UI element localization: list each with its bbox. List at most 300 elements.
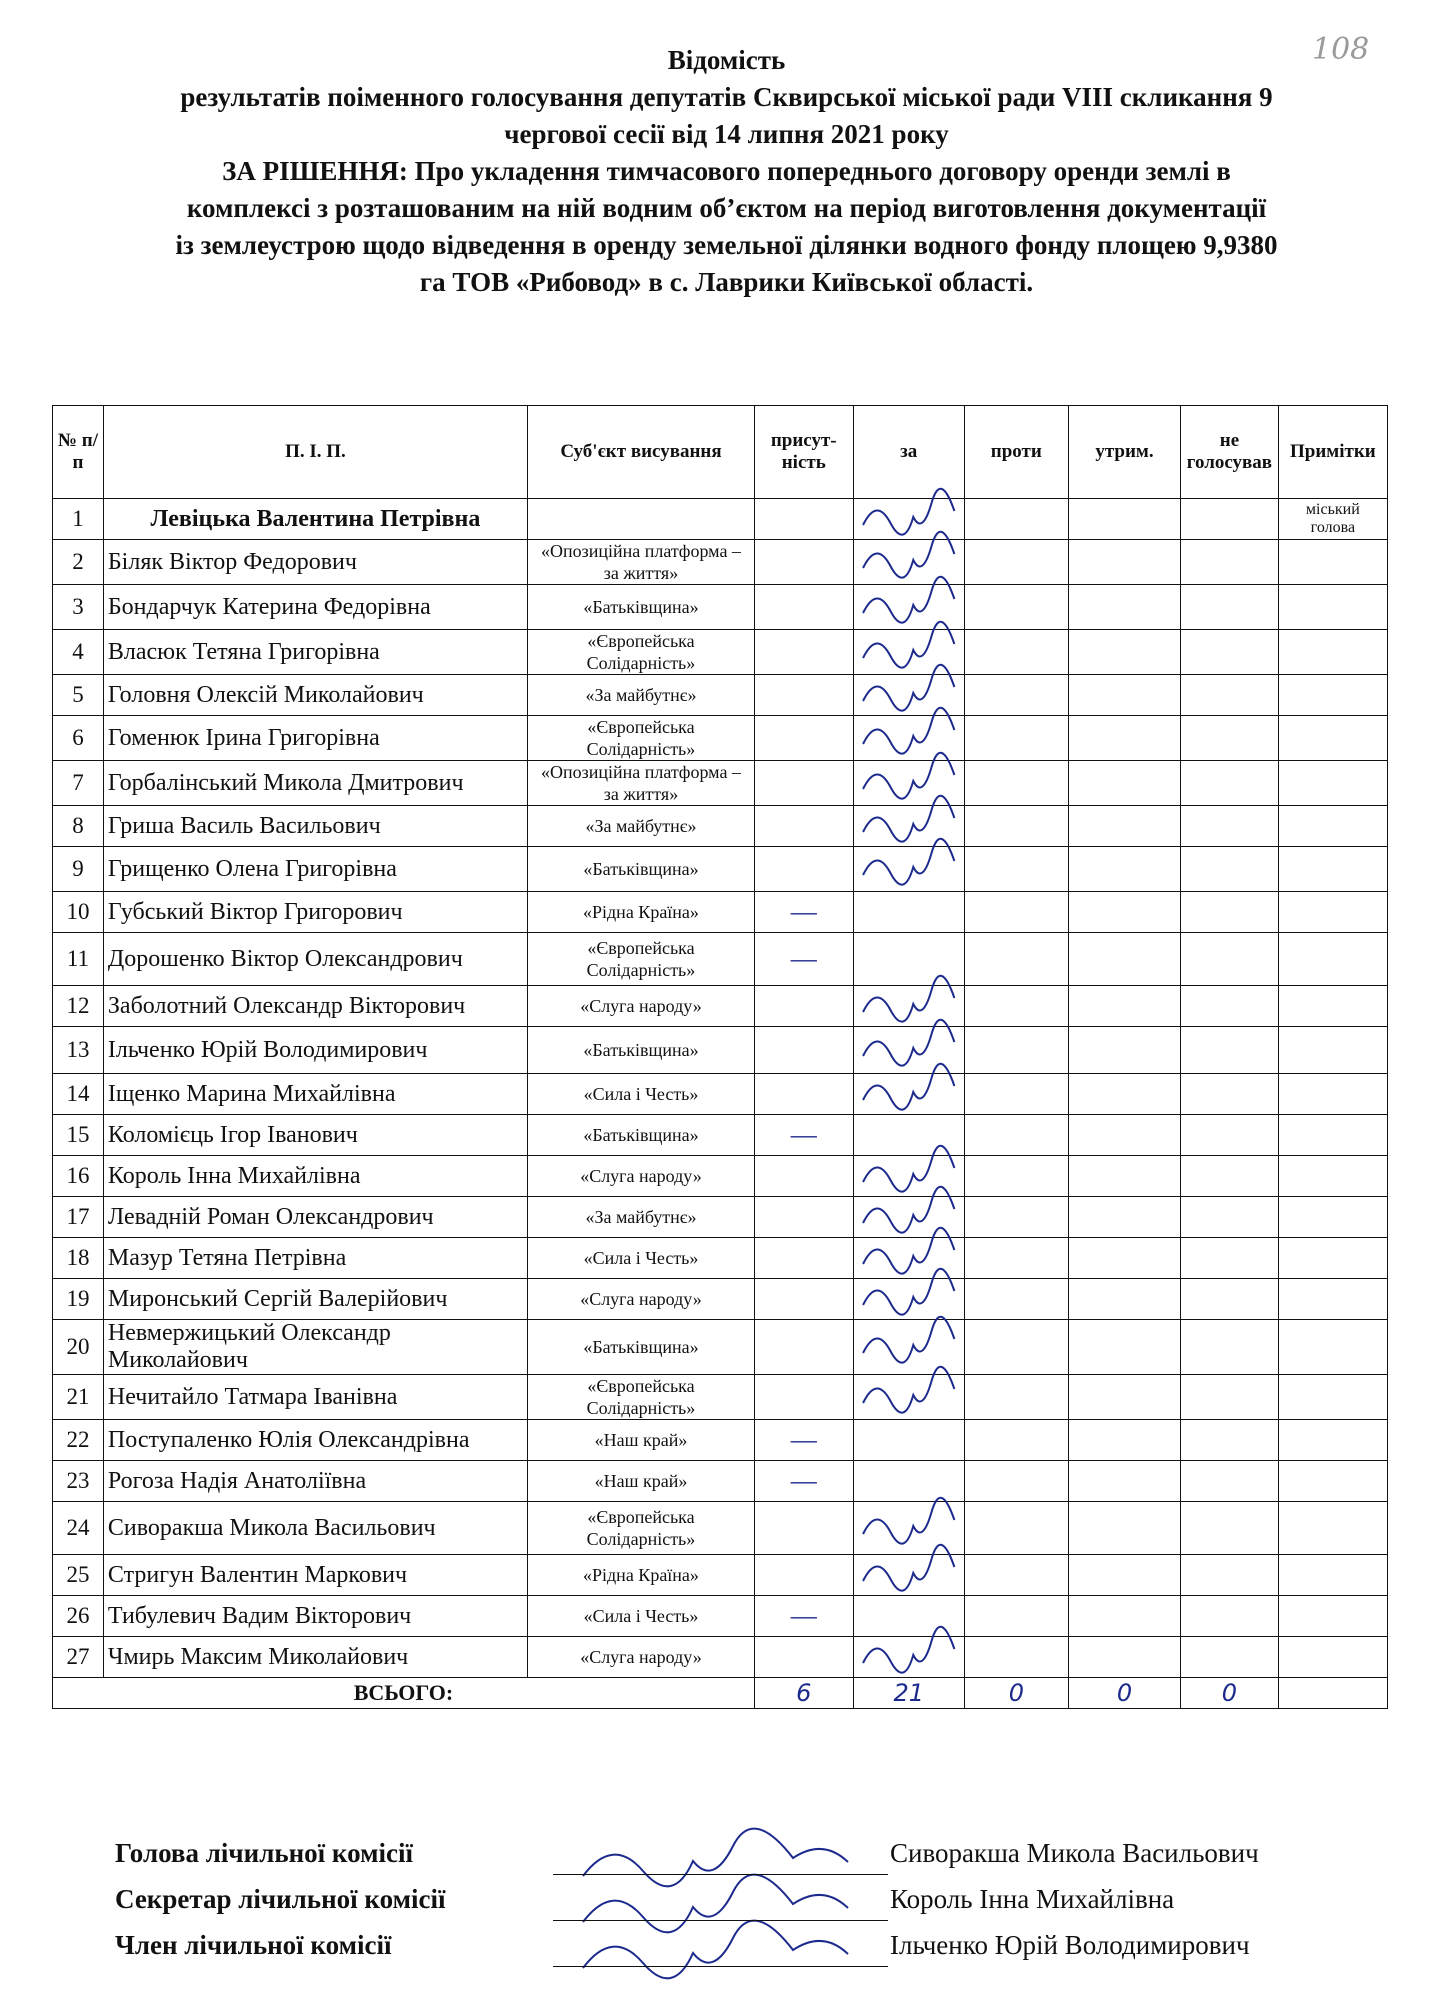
not-voted-cell — [1181, 1279, 1279, 1320]
vote-against-cell — [964, 1074, 1068, 1115]
row-number: 5 — [53, 675, 104, 716]
row-number: 24 — [53, 1502, 104, 1555]
deputy-name: Коломієць Ігор Іванович — [103, 1115, 527, 1156]
vote-for-cell — [853, 716, 964, 761]
vote-against-cell — [964, 499, 1068, 540]
deputy-name: Іщенко Марина Михайлівна — [103, 1074, 527, 1115]
vote-abstain-cell — [1068, 1320, 1180, 1375]
deputy-party: «Рідна Країна» — [528, 1555, 755, 1596]
presence-mark: — — [754, 933, 853, 986]
row-number: 25 — [53, 1555, 104, 1596]
row-note — [1278, 806, 1387, 847]
total-for: 21 — [853, 1678, 964, 1709]
table-row — [53, 847, 1388, 892]
vote-against-cell — [964, 1197, 1068, 1238]
table-row — [53, 1115, 1388, 1156]
vote-against-cell — [964, 933, 1068, 986]
header-decision-line: комплексі з розташованим на ній водним об’єктом на період виготовлення документації — [186, 193, 1267, 223]
signature-line — [553, 1966, 888, 1967]
vote-against-cell — [964, 1596, 1068, 1637]
presence-mark: — — [754, 1596, 853, 1637]
row-number: 21 — [53, 1375, 104, 1420]
vote-for-cell — [853, 1074, 964, 1115]
presence-mark — [754, 630, 853, 675]
vote-against-cell — [964, 675, 1068, 716]
not-voted-cell — [1181, 1238, 1279, 1279]
vote-abstain-cell — [1068, 761, 1180, 806]
deputy-party: «Європейська Солідарність» — [528, 933, 755, 986]
row-note — [1278, 1637, 1387, 1678]
deputy-name: Біляк Віктор Федорович — [103, 540, 527, 585]
row-note — [1278, 716, 1387, 761]
vote-against-cell — [964, 630, 1068, 675]
vote-for-cell — [853, 1375, 964, 1420]
deputy-name: Поступаленко Юлія Олександрівна — [103, 1420, 527, 1461]
presence-mark — [754, 675, 853, 716]
vote-for-cell — [853, 1420, 964, 1461]
vote-abstain-cell — [1068, 1074, 1180, 1115]
column-header-not-voted: не голосував — [1181, 406, 1279, 499]
signature-line — [553, 1874, 888, 1875]
vote-for-cell — [853, 1197, 964, 1238]
commission-signatures — [115, 1838, 1365, 1976]
presence-mark — [754, 847, 853, 892]
row-number: 2 — [53, 540, 104, 585]
table-row — [53, 933, 1388, 986]
row-note: міський голова — [1278, 499, 1387, 540]
deputy-name: Дорошенко Віктор Олександрович — [103, 933, 527, 986]
table-row — [53, 630, 1388, 675]
row-number: 27 — [53, 1637, 104, 1678]
total-notes — [1278, 1678, 1387, 1709]
deputy-party: «Європейська Солідарність» — [528, 1502, 755, 1555]
not-voted-cell — [1181, 806, 1279, 847]
vote-for-cell — [853, 1238, 964, 1279]
row-number: 12 — [53, 986, 104, 1027]
row-note — [1278, 1420, 1387, 1461]
row-note — [1278, 1502, 1387, 1555]
not-voted-cell — [1181, 761, 1279, 806]
page-number-stamp: 108 — [1312, 32, 1370, 67]
table-row — [53, 585, 1388, 630]
presence-mark — [754, 1279, 853, 1320]
row-number: 17 — [53, 1197, 104, 1238]
deputy-name: Чмирь Максим Миколайович — [103, 1637, 527, 1678]
row-number: 16 — [53, 1156, 104, 1197]
vote-abstain-cell — [1068, 1502, 1180, 1555]
vote-for-cell — [853, 540, 964, 585]
vote-for-cell — [853, 1596, 964, 1637]
table-row — [53, 1375, 1388, 1420]
vote-against-cell — [964, 1502, 1068, 1555]
vote-against-cell — [964, 1156, 1068, 1197]
presence-mark — [754, 761, 853, 806]
presence-mark: — — [754, 1115, 853, 1156]
table-row — [53, 1197, 1388, 1238]
deputy-party: «Батьківщина» — [528, 1320, 755, 1375]
table-row — [53, 1320, 1388, 1375]
deputy-party: «За майбутнє» — [528, 675, 755, 716]
deputy-party: «Батьківщина» — [528, 585, 755, 630]
deputy-name: Стригун Валентин Маркович — [103, 1555, 527, 1596]
presence-mark — [754, 1637, 853, 1678]
vote-for-cell — [853, 630, 964, 675]
header-line: чергової сесії від 14 липня 2021 року — [504, 119, 949, 149]
table-row — [53, 1279, 1388, 1320]
deputy-party: «Сила і Честь» — [528, 1238, 755, 1279]
row-number: 18 — [53, 1238, 104, 1279]
column-header-number: № п/п — [53, 406, 104, 499]
not-voted-cell — [1181, 986, 1279, 1027]
table-row — [53, 540, 1388, 585]
vote-against-cell — [964, 540, 1068, 585]
vote-for-cell — [853, 1637, 964, 1678]
presence-mark — [754, 986, 853, 1027]
vote-against-cell — [964, 1555, 1068, 1596]
row-number: 4 — [53, 630, 104, 675]
not-voted-cell — [1181, 585, 1279, 630]
row-note — [1278, 1279, 1387, 1320]
row-number: 1 — [53, 499, 104, 540]
deputy-name: Король Інна Михайлівна — [103, 1156, 527, 1197]
vote-abstain-cell — [1068, 675, 1180, 716]
not-voted-cell — [1181, 1461, 1279, 1502]
presence-mark — [754, 1502, 853, 1555]
header-line: результатів поіменного голосування депутатів Сквирської міської ради VIII скликання 9 — [180, 82, 1273, 112]
vote-against-cell — [964, 892, 1068, 933]
row-note — [1278, 1320, 1387, 1375]
presence-mark — [754, 1197, 853, 1238]
voting-table — [52, 405, 1388, 1709]
deputy-party: «За майбутнє» — [528, 1197, 755, 1238]
signature-row — [115, 1838, 1365, 1884]
column-header-name: П. І. П. — [103, 406, 527, 499]
signature-role: Член лічильної комісії — [115, 1930, 392, 1960]
signature-role: Голова лічильної комісії — [115, 1838, 413, 1868]
table-row — [53, 675, 1388, 716]
presence-mark — [754, 585, 853, 630]
row-note — [1278, 847, 1387, 892]
deputy-name: Тибулевич Вадим Вікторович — [103, 1596, 527, 1637]
presence-mark — [754, 1320, 853, 1375]
row-number: 19 — [53, 1279, 104, 1320]
total-against: 0 — [964, 1678, 1068, 1709]
not-voted-cell — [1181, 892, 1279, 933]
signature-name: Король Інна Михайлівна — [890, 1884, 1175, 1914]
vote-against-cell — [964, 716, 1068, 761]
deputy-name: Бондарчук Катерина Федорівна — [103, 585, 527, 630]
presence-mark — [754, 1375, 853, 1420]
row-number: 20 — [53, 1320, 104, 1375]
not-voted-cell — [1181, 716, 1279, 761]
signature-row — [115, 1884, 1365, 1930]
row-note — [1278, 630, 1387, 675]
deputy-party: «Слуга народу» — [528, 1156, 755, 1197]
deputy-name: Нечитайло Татмара Іванівна — [103, 1375, 527, 1420]
row-note — [1278, 1027, 1387, 1074]
table-row — [53, 1420, 1388, 1461]
vote-abstain-cell — [1068, 1461, 1180, 1502]
deputy-name: Гриша Василь Васильович — [103, 806, 527, 847]
row-note — [1278, 540, 1387, 585]
deputy-party: «Наш край» — [528, 1461, 755, 1502]
presence-mark — [754, 716, 853, 761]
deputy-name: Ільченко Юрій Володимирович — [103, 1027, 527, 1074]
deputy-party: «Батьківщина» — [528, 1027, 755, 1074]
table-row — [53, 761, 1388, 806]
not-voted-cell — [1181, 1555, 1279, 1596]
vote-abstain-cell — [1068, 986, 1180, 1027]
table-row — [53, 1596, 1388, 1637]
row-number: 14 — [53, 1074, 104, 1115]
deputy-name: Сиворакша Микола Васильович — [103, 1502, 527, 1555]
vote-for-cell — [853, 1461, 964, 1502]
presence-mark: — — [754, 1461, 853, 1502]
vote-against-cell — [964, 1115, 1068, 1156]
vote-abstain-cell — [1068, 540, 1180, 585]
deputy-party: «Батьківщина» — [528, 1115, 755, 1156]
presence-mark — [754, 499, 853, 540]
not-voted-cell — [1181, 630, 1279, 675]
row-number: 11 — [53, 933, 104, 986]
table-row — [53, 1238, 1388, 1279]
deputy-name: Головня Олексій Миколайович — [103, 675, 527, 716]
row-note — [1278, 1074, 1387, 1115]
vote-for-cell — [853, 986, 964, 1027]
column-header-abstain: утрим. — [1068, 406, 1180, 499]
vote-against-cell — [964, 1238, 1068, 1279]
table-row — [53, 1637, 1388, 1678]
row-note — [1278, 675, 1387, 716]
not-voted-cell — [1181, 1115, 1279, 1156]
table-row — [53, 1027, 1388, 1074]
row-number: 6 — [53, 716, 104, 761]
presence-mark — [754, 1027, 853, 1074]
table-row — [53, 986, 1388, 1027]
deputy-party: «Європейська Солідарність» — [528, 630, 755, 675]
row-number: 26 — [53, 1596, 104, 1637]
table-row — [53, 499, 1388, 540]
deputy-party: «Сила і Честь» — [528, 1596, 755, 1637]
vote-against-cell — [964, 1279, 1068, 1320]
vote-against-cell — [964, 1637, 1068, 1678]
vote-abstain-cell — [1068, 716, 1180, 761]
deputy-party: «Слуга народу» — [528, 986, 755, 1027]
column-header-party: Суб'єкт висування — [528, 406, 755, 499]
deputy-name: Невмержицький Олександр Миколайович — [103, 1320, 527, 1375]
row-note — [1278, 1461, 1387, 1502]
deputy-party: «Рідна Країна» — [528, 892, 755, 933]
deputy-name: Горбалінський Микола Дмитрович — [103, 761, 527, 806]
row-note — [1278, 892, 1387, 933]
signature-line — [553, 1920, 888, 1921]
vote-against-cell — [964, 1320, 1068, 1375]
column-header-present: присут-ність — [754, 406, 853, 499]
row-note — [1278, 1596, 1387, 1637]
vote-abstain-cell — [1068, 1637, 1180, 1678]
row-note — [1278, 1197, 1387, 1238]
table-row — [53, 1074, 1388, 1115]
row-number: 7 — [53, 761, 104, 806]
row-note — [1278, 761, 1387, 806]
row-note — [1278, 1555, 1387, 1596]
not-voted-cell — [1181, 675, 1279, 716]
signature-row — [115, 1930, 1365, 1976]
deputy-name: Губський Віктор Григорович — [103, 892, 527, 933]
deputy-party: «Європейська Солідарність» — [528, 1375, 755, 1420]
vote-for-cell — [853, 806, 964, 847]
presence-mark — [754, 540, 853, 585]
row-number: 13 — [53, 1027, 104, 1074]
header-decision-line: га ТОВ «Рибовод» в с. Лаврики Київської області. — [419, 267, 1034, 297]
row-number: 22 — [53, 1420, 104, 1461]
deputy-party: «Сила і Честь» — [528, 1074, 755, 1115]
row-number: 23 — [53, 1461, 104, 1502]
deputy-party: «Наш край» — [528, 1420, 755, 1461]
vote-for-cell — [853, 1115, 964, 1156]
vote-for-cell — [853, 1502, 964, 1555]
vote-against-cell — [964, 585, 1068, 630]
signature-name: Ільченко Юрій Володимирович — [890, 1930, 1250, 1960]
row-number: 10 — [53, 892, 104, 933]
deputy-name: Грищенко Олена Григорівна — [103, 847, 527, 892]
presence-mark: — — [754, 1420, 853, 1461]
vote-abstain-cell — [1068, 1375, 1180, 1420]
row-note — [1278, 1156, 1387, 1197]
row-note — [1278, 1375, 1387, 1420]
table-row — [53, 1461, 1388, 1502]
vote-against-cell — [964, 1420, 1068, 1461]
total-present: 6 — [754, 1678, 853, 1709]
deputy-name: Рогоза Надія Анатоліївна — [103, 1461, 527, 1502]
vote-abstain-cell — [1068, 1420, 1180, 1461]
row-number: 8 — [53, 806, 104, 847]
not-voted-cell — [1181, 1197, 1279, 1238]
not-voted-cell — [1181, 1502, 1279, 1555]
vote-for-cell — [853, 585, 964, 630]
not-voted-cell — [1181, 1420, 1279, 1461]
vote-abstain-cell — [1068, 1156, 1180, 1197]
vote-against-cell — [964, 761, 1068, 806]
not-voted-cell — [1181, 499, 1279, 540]
vote-against-cell — [964, 1375, 1068, 1420]
not-voted-cell — [1181, 1156, 1279, 1197]
deputy-party: «За майбутнє» — [528, 806, 755, 847]
deputy-name: Мазур Тетяна Петрівна — [103, 1238, 527, 1279]
row-note — [1278, 986, 1387, 1027]
deputy-name: Левіцька Валентина Петрівна — [103, 499, 527, 540]
header-decision-line: ЗА РІШЕННЯ: Про укладення тимчасового попереднього договору оренди землі в — [222, 156, 1231, 186]
vote-against-cell — [964, 1027, 1068, 1074]
row-number: 15 — [53, 1115, 104, 1156]
table-row — [53, 1156, 1388, 1197]
vote-for-cell — [853, 1156, 964, 1197]
vote-for-cell — [853, 892, 964, 933]
deputy-name: Заболотний Олександр Вікторович — [103, 986, 527, 1027]
not-voted-cell — [1181, 1637, 1279, 1678]
vote-abstain-cell — [1068, 847, 1180, 892]
vote-abstain-cell — [1068, 806, 1180, 847]
total-not-voted: 0 — [1181, 1678, 1279, 1709]
vote-abstain-cell — [1068, 1238, 1180, 1279]
deputy-name: Миронський Сергій Валерійович — [103, 1279, 527, 1320]
deputy-name: Власюк Тетяна Григорівна — [103, 630, 527, 675]
signature-name: Сиворакша Микола Васильович — [890, 1838, 1259, 1868]
table-row — [53, 1502, 1388, 1555]
not-voted-cell — [1181, 1375, 1279, 1420]
deputy-party: «Батьківщина» — [528, 847, 755, 892]
table-row — [53, 1555, 1388, 1596]
vote-for-cell — [853, 1027, 964, 1074]
header-title: Відомість — [667, 45, 786, 75]
vote-for-cell — [853, 1279, 964, 1320]
header-decision-line: із землеустрою щодо відведення в оренду земельної ділянки водного фонду площею 9,9380 — [175, 230, 1278, 260]
deputy-party: «Опозиційна платформа – за життя» — [528, 540, 755, 585]
vote-abstain-cell — [1068, 1027, 1180, 1074]
deputy-name: Гоменюк Ірина Григорівна — [103, 716, 527, 761]
not-voted-cell — [1181, 1074, 1279, 1115]
not-voted-cell — [1181, 1027, 1279, 1074]
presence-mark — [754, 1555, 853, 1596]
total-label: ВСЬОГО: — [53, 1678, 755, 1709]
vote-abstain-cell — [1068, 585, 1180, 630]
row-note — [1278, 585, 1387, 630]
deputy-name: Левадній Роман Олександрович — [103, 1197, 527, 1238]
table-row — [53, 892, 1388, 933]
deputy-party: «Опозиційна платформа – за життя» — [528, 761, 755, 806]
vote-for-cell — [853, 847, 964, 892]
not-voted-cell — [1181, 1596, 1279, 1637]
not-voted-cell — [1181, 847, 1279, 892]
column-header-against: проти — [964, 406, 1068, 499]
presence-mark: — — [754, 892, 853, 933]
vote-abstain-cell — [1068, 1596, 1180, 1637]
vote-for-cell — [853, 761, 964, 806]
column-header-notes: Примітки — [1278, 406, 1387, 499]
vote-against-cell — [964, 806, 1068, 847]
total-abstain: 0 — [1068, 1678, 1180, 1709]
row-note — [1278, 1238, 1387, 1279]
vote-abstain-cell — [1068, 1115, 1180, 1156]
deputy-party: «Слуга народу» — [528, 1637, 755, 1678]
column-header-for: за — [853, 406, 964, 499]
presence-mark — [754, 1074, 853, 1115]
not-voted-cell — [1181, 1320, 1279, 1375]
vote-against-cell — [964, 1461, 1068, 1502]
table-header-row — [53, 406, 1388, 499]
vote-for-cell — [853, 1320, 964, 1375]
vote-abstain-cell — [1068, 1555, 1180, 1596]
table-row — [53, 806, 1388, 847]
row-note — [1278, 1115, 1387, 1156]
deputy-party: «Європейська Солідарність» — [528, 716, 755, 761]
vote-against-cell — [964, 847, 1068, 892]
vote-abstain-cell — [1068, 499, 1180, 540]
row-number: 9 — [53, 847, 104, 892]
vote-abstain-cell — [1068, 630, 1180, 675]
row-note — [1278, 933, 1387, 986]
row-number: 3 — [53, 585, 104, 630]
vote-abstain-cell — [1068, 933, 1180, 986]
presence-mark — [754, 806, 853, 847]
not-voted-cell — [1181, 933, 1279, 986]
vote-for-cell — [853, 675, 964, 716]
table-row — [53, 716, 1388, 761]
vote-abstain-cell — [1068, 892, 1180, 933]
vote-abstain-cell — [1068, 1197, 1180, 1238]
vote-abstain-cell — [1068, 1279, 1180, 1320]
vote-for-cell — [853, 499, 964, 540]
